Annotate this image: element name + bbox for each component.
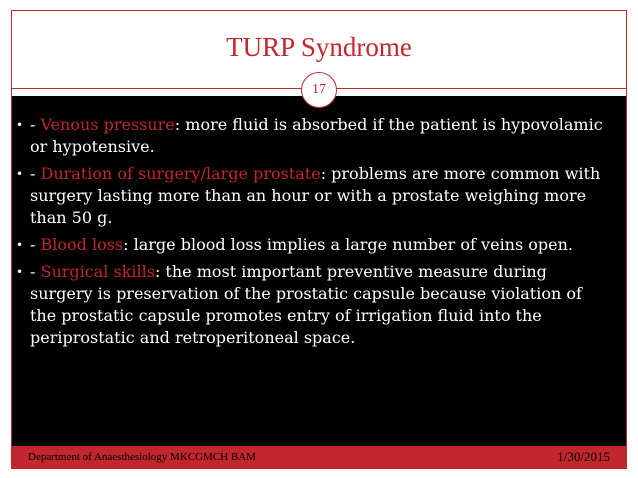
bullet-item-venous-pressure [16,114,608,158]
bullet-icon: • [16,118,24,132]
bullet-term: Surgical skills [40,262,155,281]
bullet-item-duration [16,163,608,229]
footer-bar [12,446,626,468]
bullet-text: : problems are more common with surgery lasting more than an hour or with a prostate weighing more than 50 g. [30,164,601,227]
bullet-text: : more fluid is absorbed if the patient is hypovolamic or hypotensive. [30,115,603,156]
bullet-term: Venous pressure [40,115,175,134]
bullet-icon: • [16,265,24,279]
bullet-dash: - [30,164,36,183]
bullet-dash: - [30,235,36,254]
footer-date: 1/30/2015 [557,449,610,464]
bullet-icon: • [16,238,24,252]
bullet-item-blood-loss [16,234,608,256]
bullet-term: Blood loss [40,235,124,254]
bullet-term: Duration of surgery/large prostate [40,164,321,183]
bullet-dash: - [30,262,36,281]
bullet-text: : the most important preventive measure during surgery is preservation of the prostatic capsule because violation of the prostatic capsule promotes entry of irrigation fluid into the periprostatic and retroperitoneal space. [30,262,582,347]
page-number-badge: 17 [301,72,337,108]
footer-department: Department of Anaesthesiology MKCGMCH BAM [28,451,256,463]
bullet-list [16,114,608,354]
bullet-icon: • [16,167,24,181]
bullet-dash: - [30,115,36,134]
bullet-item-surgical-skills [16,261,608,349]
slide-title: TURP Syndrome [226,32,412,62]
bullet-text: : large blood loss implies a large number of veins open. [123,235,574,254]
